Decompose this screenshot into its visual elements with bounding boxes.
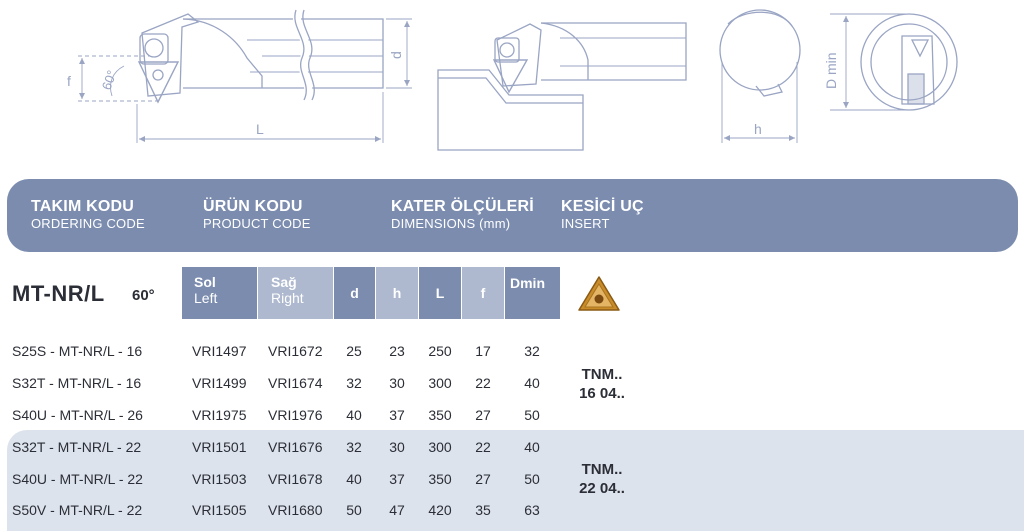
insert-header: KESİCİ UÇ INSERT [561,198,644,231]
dim-h-label: h [754,121,762,137]
column-header-sag: Sağ Right [258,267,333,319]
product-angle: 60° [132,287,155,304]
triangular-insert-icon [576,274,622,314]
dimensions-header: KATER ÖLÇÜLERİ DIMENSIONS (mm) [391,198,534,231]
insert-designation: TNM.. 16 04.. [579,366,625,402]
product-code-header: ÜRÜN KODU PRODUCT CODE [203,198,311,231]
column-header-sol: Sol Left [182,267,257,319]
dim-d-label: d [388,51,404,59]
column-header-f: f [462,267,504,319]
boring-bar-in-workpiece [438,23,686,150]
table-row: S40U - MT-NR/L - 22 VRI1503 VRI1678 40 37 350 27 50 [12,471,540,487]
column-header-h: h [376,267,418,319]
insert-designation: TNM.. 22 04.. [579,461,625,497]
dim-angle-label: 60° [98,68,120,92]
technical-drawings [0,0,1024,160]
table-row: S50V - MT-NR/L - 22 VRI1505 VRI1680 50 47 420 35 63 [12,502,540,518]
dim-dmin-label: D min [823,52,839,89]
dim-f-label: f [67,73,71,89]
minimum-bore-view [830,14,957,110]
table-row: S32T - MT-NR/L - 22 VRI1501 VRI1676 32 30 300 22 40 [12,439,540,455]
table-row: S40U - MT-NR/L - 26 VRI1975 VRI1976 40 37 350 27 50 [12,407,540,423]
product-title: MT-NR/L [12,281,105,306]
table-row: S32T - MT-NR/L - 16 VRI1499 VRI1674 32 30 300 22 40 [12,375,540,391]
column-header-dmin: Dmin [505,267,560,319]
column-header-L: L [419,267,461,319]
dim-L-label: L [256,121,264,137]
column-header-d: d [334,267,375,319]
table-row: S25S - MT-NR/L - 16 VRI1497 VRI1672 25 23 250 17 32 [12,343,540,359]
boring-bar-side-view [139,10,383,102]
ordering-code-header: TAKIM KODU ORDERING CODE [31,198,145,231]
